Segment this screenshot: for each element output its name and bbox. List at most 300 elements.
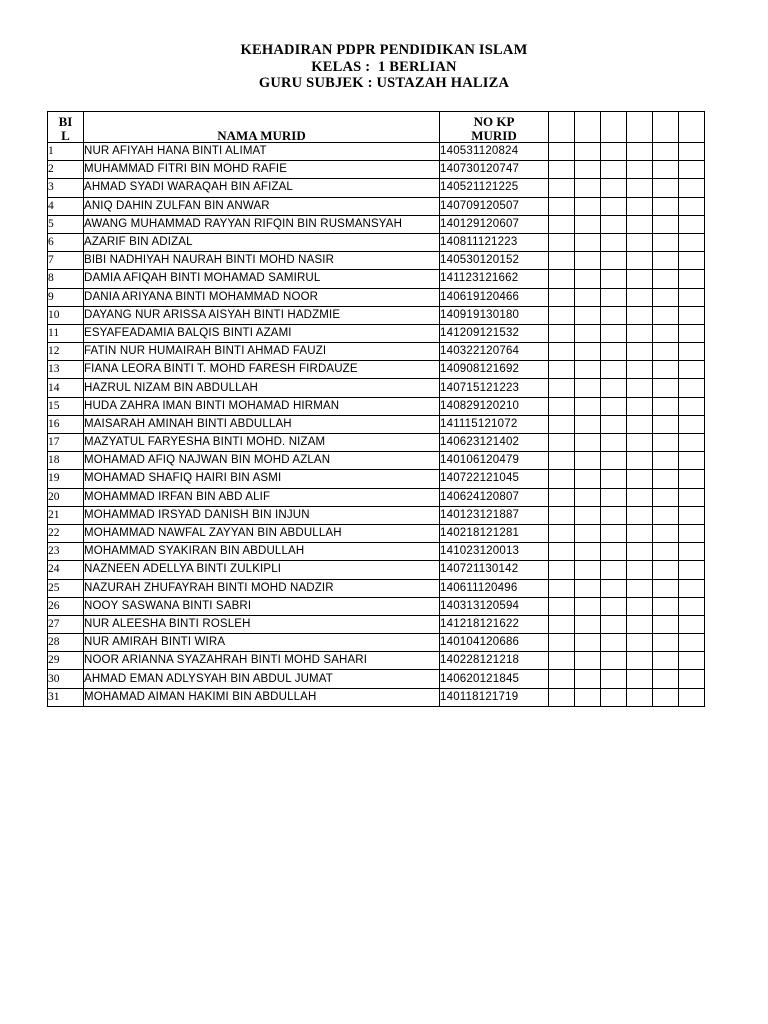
attendance-cell[interactable]	[679, 634, 705, 652]
attendance-cell[interactable]	[653, 270, 679, 288]
attendance-cell[interactable]	[575, 233, 601, 251]
attendance-cell[interactable]	[627, 415, 653, 433]
attendance-cell[interactable]	[627, 397, 653, 415]
attendance-cell[interactable]	[601, 415, 627, 433]
table-row	[48, 252, 705, 270]
attendance-cell[interactable]	[575, 324, 601, 342]
attendance-cell[interactable]	[549, 233, 575, 251]
student-name: MAZYATUL FARYESHA BINTI MOHD. NIZAM	[84, 434, 440, 452]
attendance-cell[interactable]	[627, 361, 653, 379]
attendance-cell[interactable]	[575, 506, 601, 524]
student-ic-number: 141115121072	[440, 415, 549, 433]
attendance-cell[interactable]	[549, 579, 575, 597]
table-row	[48, 379, 705, 397]
attendance-cell[interactable]	[653, 488, 679, 506]
table-row	[48, 506, 705, 524]
attendance-cell[interactable]	[601, 488, 627, 506]
attendance-cell[interactable]	[653, 561, 679, 579]
table-row	[48, 306, 705, 324]
row-number: 12	[48, 343, 84, 361]
student-name: ESYAFEADAMIA BALQIS BINTI AZAMI	[84, 324, 440, 342]
student-name: DANIA ARIYANA BINTI MOHAMMAD NOOR	[84, 288, 440, 306]
student-name: FATIN NUR HUMAIRAH BINTI AHMAD FAUZI	[84, 343, 440, 361]
attendance-cell[interactable]	[653, 379, 679, 397]
attendance-cell[interactable]	[601, 324, 627, 342]
attendance-cell[interactable]	[601, 361, 627, 379]
table-row	[48, 688, 705, 706]
attendance-cell[interactable]	[549, 270, 575, 288]
attendance-cell[interactable]	[653, 397, 679, 415]
table-row	[48, 197, 705, 215]
row-number: 30	[48, 670, 84, 688]
attendance-cell[interactable]	[653, 524, 679, 542]
attendance-cell[interactable]	[627, 615, 653, 633]
row-number: 20	[48, 488, 84, 506]
student-ic-number: 140531120824	[440, 143, 549, 161]
attendance-cell[interactable]	[575, 688, 601, 706]
student-name: AZARIF BIN ADIZAL	[84, 233, 440, 251]
attendance-cell[interactable]	[653, 597, 679, 615]
column-header-nokp-line1: NO KP	[473, 114, 515, 129]
attendance-cell[interactable]	[601, 597, 627, 615]
attendance-cell[interactable]	[679, 652, 705, 670]
attendance-cell[interactable]	[549, 197, 575, 215]
student-ic-number: 140730120747	[440, 161, 549, 179]
attendance-cell[interactable]	[549, 343, 575, 361]
attendance-column-header	[601, 112, 627, 143]
attendance-cell[interactable]	[627, 179, 653, 197]
attendance-cell[interactable]	[679, 615, 705, 633]
student-ic-number: 140123121887	[440, 506, 549, 524]
student-ic-number: 140218121281	[440, 524, 549, 542]
attendance-cell[interactable]	[575, 252, 601, 270]
attendance-cell[interactable]	[653, 615, 679, 633]
attendance-column-header	[549, 112, 575, 143]
attendance-cell[interactable]	[679, 506, 705, 524]
attendance-cell[interactable]	[627, 579, 653, 597]
row-number: 5	[48, 215, 84, 233]
attendance-cell[interactable]	[575, 397, 601, 415]
attendance-cell[interactable]	[679, 197, 705, 215]
attendance-cell[interactable]	[627, 324, 653, 342]
attendance-cell[interactable]	[627, 561, 653, 579]
attendance-cell[interactable]	[549, 634, 575, 652]
attendance-cell[interactable]	[549, 161, 575, 179]
table-row	[48, 615, 705, 633]
student-ic-number: 140623121402	[440, 434, 549, 452]
attendance-cell[interactable]	[679, 488, 705, 506]
attendance-cell[interactable]	[601, 579, 627, 597]
attendance-cell[interactable]	[679, 397, 705, 415]
attendance-cell[interactable]	[653, 470, 679, 488]
attendance-cell[interactable]	[601, 288, 627, 306]
student-name: BIBI NADHIYAH NAURAH BINTI MOHD NASIR	[84, 252, 440, 270]
student-ic-number: 140521121225	[440, 179, 549, 197]
attendance-cell[interactable]	[653, 179, 679, 197]
attendance-cell[interactable]	[575, 434, 601, 452]
attendance-cell[interactable]	[653, 434, 679, 452]
column-header-nokp-line2: MURID	[471, 127, 517, 143]
attendance-cell[interactable]	[575, 615, 601, 633]
row-number: 6	[48, 233, 84, 251]
attendance-cell[interactable]	[575, 452, 601, 470]
attendance-cell[interactable]	[575, 415, 601, 433]
attendance-cell[interactable]	[549, 179, 575, 197]
table-row	[48, 397, 705, 415]
attendance-cell[interactable]	[601, 688, 627, 706]
attendance-cell[interactable]	[679, 470, 705, 488]
attendance-cell[interactable]	[679, 306, 705, 324]
attendance-cell[interactable]	[627, 306, 653, 324]
attendance-cell[interactable]	[679, 688, 705, 706]
table-row	[48, 179, 705, 197]
student-ic-number: 140129120607	[440, 215, 549, 233]
student-name: DAYANG NUR ARISSA AISYAH BINTI HADZMIE	[84, 306, 440, 324]
student-name: AHMAD EMAN ADLYSYAH BIN ABDUL JUMAT	[84, 670, 440, 688]
attendance-cell[interactable]	[653, 288, 679, 306]
attendance-cell[interactable]	[653, 543, 679, 561]
attendance-cell[interactable]	[575, 634, 601, 652]
table-row	[48, 324, 705, 342]
attendance-cell[interactable]	[549, 215, 575, 233]
attendance-cell[interactable]	[549, 306, 575, 324]
attendance-cell[interactable]	[575, 652, 601, 670]
attendance-cell[interactable]	[627, 470, 653, 488]
student-name: HUDA ZAHRA IMAN BINTI MOHAMAD HIRMAN	[84, 397, 440, 415]
student-ic-number: 140106120479	[440, 452, 549, 470]
attendance-cell[interactable]	[653, 361, 679, 379]
table-row	[48, 652, 705, 670]
row-number: 25	[48, 579, 84, 597]
attendance-cell[interactable]	[575, 361, 601, 379]
attendance-cell[interactable]	[575, 143, 601, 161]
student-name: MOHAMMAD IRSYAD DANISH BIN INJUN	[84, 506, 440, 524]
attendance-cell[interactable]	[549, 615, 575, 633]
attendance-cell[interactable]	[627, 143, 653, 161]
attendance-cell[interactable]	[653, 252, 679, 270]
attendance-cell[interactable]	[627, 652, 653, 670]
student-ic-number: 140811121223	[440, 233, 549, 251]
attendance-cell[interactable]	[549, 488, 575, 506]
table-row	[48, 452, 705, 470]
student-ic-number: 140619120466	[440, 288, 549, 306]
table-row	[48, 561, 705, 579]
table-row	[48, 361, 705, 379]
attendance-cell[interactable]	[575, 179, 601, 197]
student-name: NUR AFIYAH HANA BINTI ALIMAT	[84, 143, 440, 161]
attendance-cell[interactable]	[627, 634, 653, 652]
attendance-cell[interactable]	[601, 343, 627, 361]
attendance-cell[interactable]	[679, 343, 705, 361]
attendance-cell[interactable]	[601, 670, 627, 688]
attendance-cell[interactable]	[601, 434, 627, 452]
student-name: NUR AMIRAH BINTI WIRA	[84, 634, 440, 652]
attendance-cell[interactable]	[653, 634, 679, 652]
attendance-cell[interactable]	[679, 233, 705, 251]
attendance-cell[interactable]	[601, 252, 627, 270]
attendance-cell[interactable]	[627, 379, 653, 397]
attendance-cell[interactable]	[549, 670, 575, 688]
table-row	[48, 415, 705, 433]
class-label: KELAS : 1 BERLIAN	[311, 58, 457, 75]
attendance-cell[interactable]	[627, 688, 653, 706]
attendance-cell[interactable]	[627, 670, 653, 688]
table-row	[48, 524, 705, 542]
attendance-cell[interactable]	[627, 343, 653, 361]
row-number: 7	[48, 252, 84, 270]
attendance-cell[interactable]	[575, 579, 601, 597]
table-row	[48, 634, 705, 652]
attendance-cell[interactable]	[601, 379, 627, 397]
attendance-cell[interactable]	[601, 161, 627, 179]
attendance-cell[interactable]	[575, 597, 601, 615]
attendance-cell[interactable]	[653, 452, 679, 470]
attendance-cell[interactable]	[601, 470, 627, 488]
attendance-cell[interactable]	[549, 434, 575, 452]
attendance-cell[interactable]	[549, 524, 575, 542]
attendance-cell[interactable]	[575, 197, 601, 215]
attendance-cell[interactable]	[679, 270, 705, 288]
attendance-cell[interactable]	[653, 343, 679, 361]
attendance-cell[interactable]	[549, 361, 575, 379]
attendance-cell[interactable]	[653, 415, 679, 433]
attendance-cell[interactable]	[627, 597, 653, 615]
table-row	[48, 143, 705, 161]
column-header-nama: NAMA MURID	[84, 112, 440, 143]
student-name: AHMAD SYADI WARAQAH BIN AFIZAL	[84, 179, 440, 197]
row-number: 2	[48, 161, 84, 179]
attendance-cell[interactable]	[549, 379, 575, 397]
attendance-cell[interactable]	[575, 270, 601, 288]
attendance-cell[interactable]	[627, 524, 653, 542]
attendance-cell[interactable]	[549, 415, 575, 433]
attendance-cell[interactable]	[653, 306, 679, 324]
attendance-cell[interactable]	[679, 670, 705, 688]
row-number: 27	[48, 615, 84, 633]
attendance-table	[47, 111, 705, 707]
attendance-cell[interactable]	[679, 415, 705, 433]
attendance-cell[interactable]	[601, 215, 627, 233]
attendance-cell[interactable]	[601, 615, 627, 633]
table-row	[48, 488, 705, 506]
attendance-cell[interactable]	[575, 543, 601, 561]
attendance-cell[interactable]	[679, 361, 705, 379]
student-ic-number: 140715121223	[440, 379, 549, 397]
attendance-cell[interactable]	[653, 688, 679, 706]
column-header-bil-line2: L	[61, 127, 70, 143]
student-name: MAISARAH AMINAH BINTI ABDULLAH	[84, 415, 440, 433]
attendance-cell[interactable]	[601, 652, 627, 670]
row-number: 24	[48, 561, 84, 579]
attendance-cell[interactable]	[575, 343, 601, 361]
attendance-cell[interactable]	[549, 543, 575, 561]
row-number: 19	[48, 470, 84, 488]
attendance-cell[interactable]	[549, 288, 575, 306]
column-header-bil	[48, 112, 84, 143]
attendance-cell[interactable]	[653, 161, 679, 179]
table-row	[48, 270, 705, 288]
attendance-column-header	[575, 112, 601, 143]
table-body	[48, 143, 705, 707]
attendance-cell[interactable]	[679, 179, 705, 197]
attendance-cell[interactable]	[601, 452, 627, 470]
student-name: MOHAMMAD SYAKIRAN BIN ABDULLAH	[84, 543, 440, 561]
attendance-cell[interactable]	[679, 215, 705, 233]
attendance-cell[interactable]	[679, 324, 705, 342]
student-name: DAMIA AFIQAH BINTI MOHAMAD SAMIRUL	[84, 270, 440, 288]
attendance-cell[interactable]	[627, 215, 653, 233]
attendance-cell[interactable]	[653, 579, 679, 597]
attendance-cell[interactable]	[601, 506, 627, 524]
attendance-cell[interactable]	[601, 197, 627, 215]
row-number: 16	[48, 415, 84, 433]
student-ic-number: 140721130142	[440, 561, 549, 579]
row-number: 8	[48, 270, 84, 288]
student-name: NAZNEEN ADELLYA BINTI ZULKIPLI	[84, 561, 440, 579]
student-ic-number: 140722121045	[440, 470, 549, 488]
attendance-cell[interactable]	[575, 488, 601, 506]
attendance-cell[interactable]	[679, 543, 705, 561]
attendance-cell[interactable]	[575, 288, 601, 306]
attendance-column-header	[627, 112, 653, 143]
attendance-cell[interactable]	[653, 143, 679, 161]
attendance-cell[interactable]	[627, 434, 653, 452]
attendance-cell[interactable]	[627, 270, 653, 288]
attendance-cell[interactable]	[601, 306, 627, 324]
student-ic-number: 140611120496	[440, 579, 549, 597]
attendance-cell[interactable]	[679, 143, 705, 161]
attendance-cell[interactable]	[601, 143, 627, 161]
row-number: 15	[48, 397, 84, 415]
attendance-cell[interactable]	[601, 397, 627, 415]
attendance-cell[interactable]	[679, 597, 705, 615]
attendance-cell[interactable]	[575, 670, 601, 688]
attendance-cell[interactable]	[627, 506, 653, 524]
attendance-cell[interactable]	[549, 561, 575, 579]
attendance-cell[interactable]	[653, 652, 679, 670]
attendance-cell[interactable]	[653, 506, 679, 524]
table-row	[48, 434, 705, 452]
attendance-cell[interactable]	[575, 215, 601, 233]
attendance-cell[interactable]	[627, 288, 653, 306]
attendance-cell[interactable]	[679, 561, 705, 579]
column-header-bil-line1: BI	[58, 114, 73, 129]
attendance-cell[interactable]	[679, 452, 705, 470]
student-ic-number: 140118121719	[440, 688, 549, 706]
student-ic-number: 140829120210	[440, 397, 549, 415]
attendance-cell[interactable]	[575, 379, 601, 397]
row-number: 28	[48, 634, 84, 652]
row-number: 22	[48, 524, 84, 542]
attendance-cell[interactable]	[549, 452, 575, 470]
student-ic-number: 140530120152	[440, 252, 549, 270]
attendance-cell[interactable]	[627, 233, 653, 251]
row-number: 21	[48, 506, 84, 524]
attendance-cell[interactable]	[549, 324, 575, 342]
student-ic-number: 140620121845	[440, 670, 549, 688]
attendance-cell[interactable]	[679, 379, 705, 397]
row-number: 23	[48, 543, 84, 561]
attendance-cell[interactable]	[679, 524, 705, 542]
attendance-cell[interactable]	[575, 561, 601, 579]
table-row	[48, 579, 705, 597]
row-number: 13	[48, 361, 84, 379]
attendance-cell[interactable]	[601, 543, 627, 561]
table-row	[48, 161, 705, 179]
attendance-cell[interactable]	[549, 252, 575, 270]
student-name: HAZRUL NIZAM BIN ABDULLAH	[84, 379, 440, 397]
attendance-cell[interactable]	[653, 215, 679, 233]
student-ic-number: 140919130180	[440, 306, 549, 324]
student-ic-number: 141209121532	[440, 324, 549, 342]
student-name: MUHAMMAD FITRI BIN MOHD RAFIE	[84, 161, 440, 179]
attendance-cell[interactable]	[575, 161, 601, 179]
attendance-cell[interactable]	[601, 561, 627, 579]
attendance-cell[interactable]	[679, 252, 705, 270]
attendance-cell[interactable]	[601, 233, 627, 251]
attendance-cell[interactable]	[627, 197, 653, 215]
table-header-row	[48, 112, 705, 143]
column-header-nokp	[440, 112, 549, 143]
attendance-cell[interactable]	[627, 252, 653, 270]
attendance-cell[interactable]	[601, 270, 627, 288]
student-ic-number: 140228121218	[440, 652, 549, 670]
student-ic-number: 141218121622	[440, 615, 549, 633]
attendance-cell[interactable]	[549, 506, 575, 524]
row-number: 3	[48, 179, 84, 197]
student-ic-number: 140104120686	[440, 634, 549, 652]
attendance-cell[interactable]	[627, 543, 653, 561]
attendance-cell[interactable]	[679, 434, 705, 452]
attendance-cell[interactable]	[549, 688, 575, 706]
student-name: ANIQ DAHIN ZULFAN BIN ANWAR	[84, 197, 440, 215]
attendance-cell[interactable]	[549, 397, 575, 415]
attendance-cell[interactable]	[549, 470, 575, 488]
table-row	[48, 543, 705, 561]
attendance-cell[interactable]	[653, 670, 679, 688]
student-ic-number: 140313120594	[440, 597, 549, 615]
attendance-cell[interactable]	[601, 179, 627, 197]
attendance-cell[interactable]	[627, 161, 653, 179]
student-name: MOHAMAD AIMAN HAKIMI BIN ABDULLAH	[84, 688, 440, 706]
row-number: 14	[48, 379, 84, 397]
attendance-cell[interactable]	[601, 634, 627, 652]
attendance-cell[interactable]	[679, 579, 705, 597]
attendance-cell[interactable]	[679, 288, 705, 306]
attendance-cell[interactable]	[549, 143, 575, 161]
row-number: 18	[48, 452, 84, 470]
attendance-cell[interactable]	[549, 597, 575, 615]
attendance-column-header	[653, 112, 679, 143]
attendance-cell[interactable]	[549, 652, 575, 670]
teacher-label: GURU SUBJEK : USTAZAH HALIZA	[258, 75, 510, 91]
attendance-cell[interactable]	[627, 488, 653, 506]
table-row	[48, 215, 705, 233]
attendance-cell[interactable]	[575, 470, 601, 488]
attendance-cell[interactable]	[653, 197, 679, 215]
student-ic-number: 140908121692	[440, 361, 549, 379]
attendance-cell[interactable]	[627, 452, 653, 470]
table-row	[48, 233, 705, 251]
attendance-cell[interactable]	[679, 161, 705, 179]
attendance-cell[interactable]	[653, 233, 679, 251]
student-ic-number: 140709120507	[440, 197, 549, 215]
attendance-cell[interactable]	[575, 524, 601, 542]
attendance-cell[interactable]	[601, 524, 627, 542]
attendance-cell[interactable]	[575, 306, 601, 324]
attendance-cell[interactable]	[653, 324, 679, 342]
row-number: 9	[48, 288, 84, 306]
